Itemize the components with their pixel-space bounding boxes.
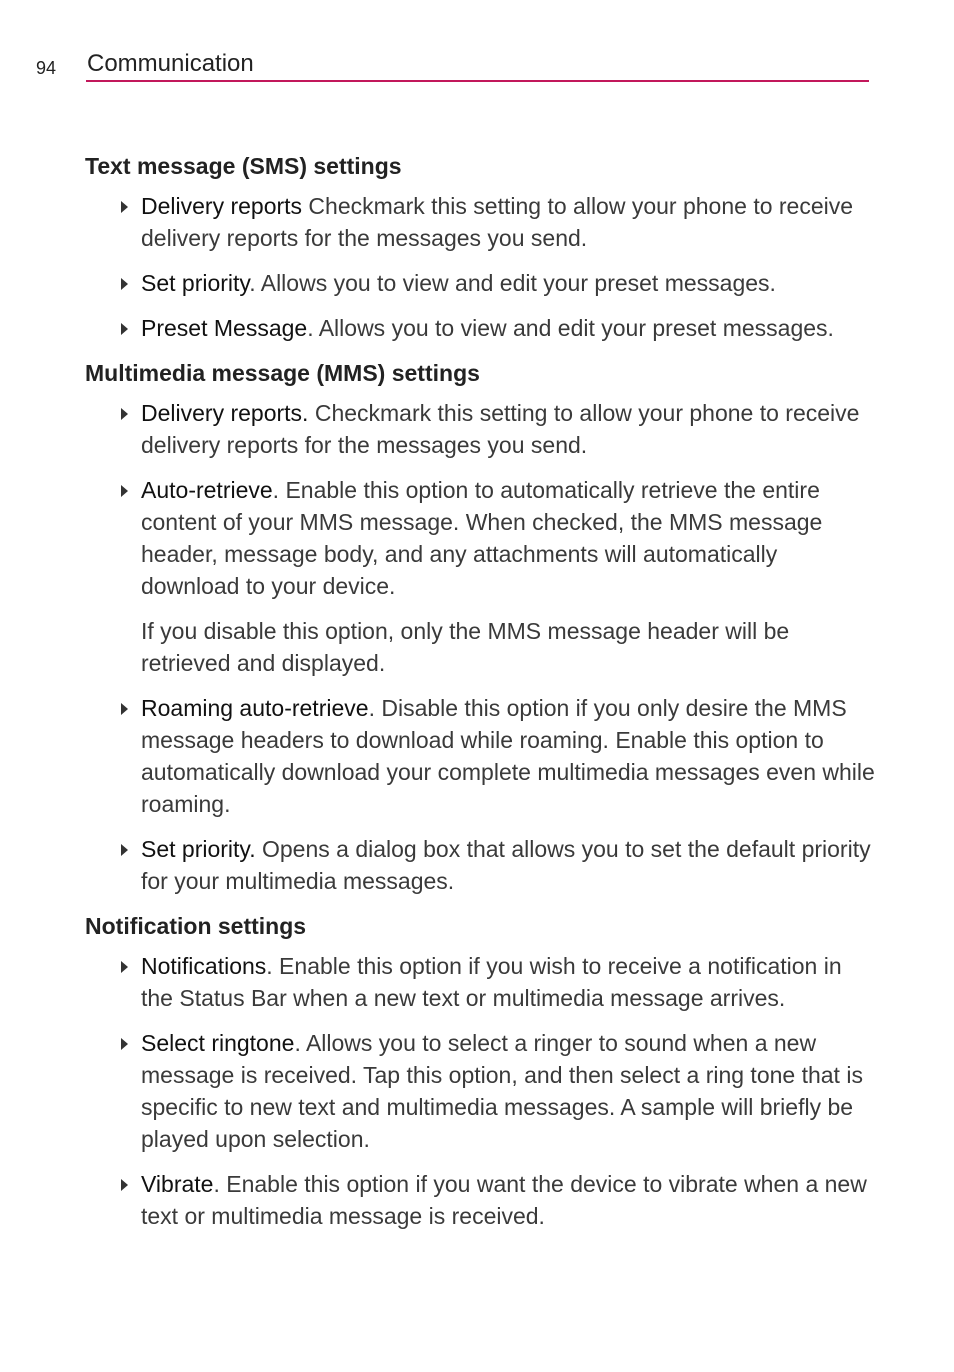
list-item — [85, 692, 875, 820]
item-term: Notifications — [141, 953, 267, 979]
section-title: Notification settings — [85, 913, 307, 939]
list-item — [85, 1027, 875, 1155]
list-item — [85, 833, 875, 897]
triangle-bullet-icon — [121, 1179, 128, 1191]
item-term: Delivery reports — [141, 193, 303, 219]
triangle-bullet-icon — [121, 485, 128, 497]
section-title: Multimedia message (MMS) settings — [85, 360, 480, 386]
item-term: Delivery reports. — [141, 400, 309, 426]
item-text: Opens a dialog box that allows you to set the default priority for your multimedia messages. — [141, 836, 871, 894]
item-term: Set priority — [141, 270, 250, 296]
triangle-bullet-icon — [121, 201, 128, 213]
triangle-bullet-icon — [121, 323, 128, 335]
list-item — [85, 267, 875, 299]
item-text: . Allows you to view and edit your preset messages. — [307, 315, 834, 341]
item-text: Checkmark this setting to allow your phone to receive delivery reports for the messages you send. — [141, 400, 860, 458]
triangle-bullet-icon — [121, 844, 128, 856]
list-item — [85, 950, 875, 1014]
item-text: . Disable this option if you only desire the MMS message headers to download while roaming. Enable this option to automatically download your complete multimedia messages even while roaming. — [141, 695, 875, 817]
item-text: . Allows you to view and edit your preset messages. — [249, 270, 776, 296]
triangle-bullet-icon — [121, 278, 128, 290]
page-header — [0, 0, 954, 90]
list-item — [85, 397, 875, 461]
list-item — [85, 1168, 875, 1232]
item-text: Checkmark this setting to allow your phone to receive delivery reports for the messages you send. — [141, 193, 854, 251]
chapter-title: Communication — [87, 50, 254, 77]
triangle-bullet-icon — [121, 961, 128, 973]
item-term: Roaming auto-retrieve — [141, 695, 369, 721]
item-term: Set priority. — [141, 836, 256, 862]
list-item — [85, 190, 875, 254]
list-item — [85, 312, 875, 344]
item-note: If you disable this option, only the MMS message header will be retrieved and displayed. — [141, 618, 790, 676]
item-term: Select ringtone — [141, 1030, 295, 1056]
section-sms-settings — [85, 150, 875, 344]
section-notification-settings — [85, 910, 875, 1232]
item-term: Vibrate — [141, 1171, 214, 1197]
page-number: 94 — [36, 58, 57, 78]
item-term: Auto-retrieve — [141, 477, 273, 503]
list-item — [85, 474, 875, 602]
item-text: . Enable this option to automatically retrieve the entire content of your MMS message. When checked, the MMS message header, message body, and any attachments will automatically download to your device. — [141, 477, 823, 599]
triangle-bullet-icon — [121, 703, 128, 715]
header-rule — [86, 80, 869, 82]
page-content — [85, 150, 875, 1245]
item-term: Preset Message — [141, 315, 308, 341]
item-text: . Enable this option if you want the device to vibrate when a new text or multimedia message is received. — [141, 1171, 867, 1229]
section-title: Text message (SMS) settings — [85, 153, 402, 179]
item-text: . Enable this option if you wish to receive a notification in the Status Bar when a new text or multimedia message arrives. — [141, 953, 842, 1011]
triangle-bullet-icon — [121, 408, 128, 420]
section-mms-settings — [85, 357, 875, 897]
triangle-bullet-icon — [121, 1038, 128, 1050]
item-text: . Allows you to select a ringer to sound when a new message is received. Tap this option, and then select a ring tone that is specific to new text and multimedia messages. A sample will briefly be played upon selection. — [141, 1030, 863, 1152]
